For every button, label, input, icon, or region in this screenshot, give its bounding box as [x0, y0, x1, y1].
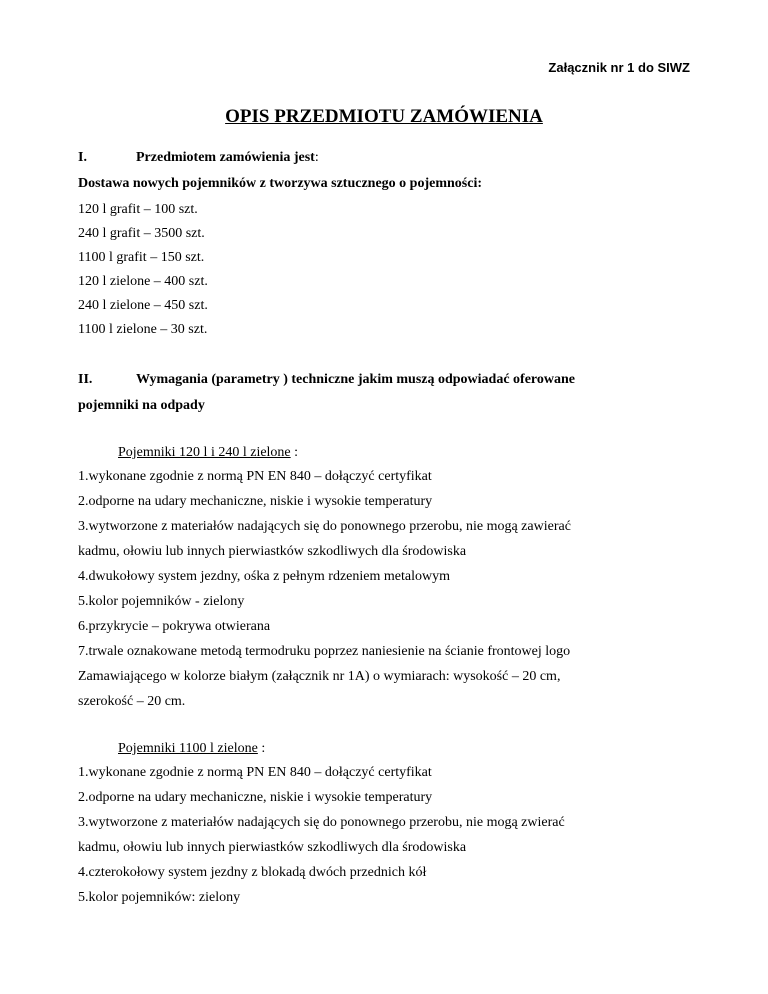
requirement-line: kadmu, ołowiu lub innych pierwiastków szkodliwych dla środowiska [78, 840, 467, 855]
requirement-line: 6.przykrycie – pokrywa otwierana [78, 619, 271, 634]
group-2-title-text: Pojemniki 1100 l zielone [118, 741, 258, 756]
group-1-title-text: Pojemniki 120 l i 240 l zielone [118, 445, 291, 460]
group-1-title [118, 445, 298, 461]
section-1-title: Przedmiotem zamówienia jest [136, 150, 315, 165]
requirement-line: 7.trwale oznakowane metodą termodruku poprzez naniesienie na ścianie frontowej logo [78, 644, 571, 659]
requirement-line: 4.czterokołowy system jezdny z blokadą dwóch przednich kół [78, 865, 427, 880]
section-1-colon: : [314, 150, 319, 165]
requirement-line: kadmu, ołowiu lub innych pierwiastków szkodliwych dla środowiska [78, 544, 467, 559]
section-2-heading-cont: pojemniki na odpady [78, 398, 205, 413]
requirement-line: 5.kolor pojemników - zielony [78, 594, 245, 609]
section-1-intro: Dostawa nowych pojemników z tworzywa sztucznego o pojemności: [78, 176, 483, 191]
section-2-title: Wymagania (parametry ) techniczne jakim muszą odpowiadać oferowane [136, 372, 576, 387]
list-item: 240 l grafit – 3500 szt. [78, 226, 205, 241]
requirement-line: 3.wytworzone z materiałów nadających się do ponownego przerobu, nie mogą zawierać [78, 519, 571, 534]
section-1-heading [78, 150, 319, 166]
requirement-line: 4.dwukołowy system jezdny, ośka z pełnym rdzeniem metalowym [78, 569, 450, 584]
list-item: 240 l zielone – 450 szt. [78, 298, 208, 313]
page-title: OPIS PRZEDMIOTU ZAMÓWIENIA [225, 106, 543, 127]
requirement-line: 1.wykonane zgodnie z normą PN EN 840 – dołączyć certyfikat [78, 469, 432, 484]
requirement-line: 1.wykonane zgodnie z normą PN EN 840 – dołączyć certyfikat [78, 765, 432, 780]
section-2-number: II. [78, 372, 93, 387]
group-2-title-suffix: : [257, 741, 266, 756]
group-1-title-suffix: : [290, 445, 299, 460]
annex-label: Załącznik nr 1 do SIWZ [548, 60, 690, 75]
group-2-title [118, 741, 265, 757]
requirement-line: Zamawiającego w kolorze białym (załącznik nr 1A) o wymiarach: wysokość – 20 cm, [78, 669, 561, 684]
list-item: 1100 l zielone – 30 szt. [78, 322, 208, 337]
list-item: 120 l zielone – 400 szt. [78, 274, 208, 289]
list-item: 1100 l grafit – 150 szt. [78, 250, 205, 265]
section-1-number: I. [78, 150, 87, 165]
list-item: 120 l grafit – 100 szt. [78, 202, 198, 217]
requirement-line: 2.odporne na udary mechaniczne, niskie i wysokie temperatury [78, 494, 433, 509]
requirement-line: szerokość – 20 cm. [78, 694, 186, 709]
requirement-line: 3.wytworzone z materiałów nadających się do ponownego przerobu, nie mogą zwierać [78, 815, 565, 830]
requirement-line: 5.kolor pojemników: zielony [78, 890, 241, 905]
requirement-line: 2.odporne na udary mechaniczne, niskie i wysokie temperatury [78, 790, 433, 805]
section-2-heading [78, 372, 575, 388]
